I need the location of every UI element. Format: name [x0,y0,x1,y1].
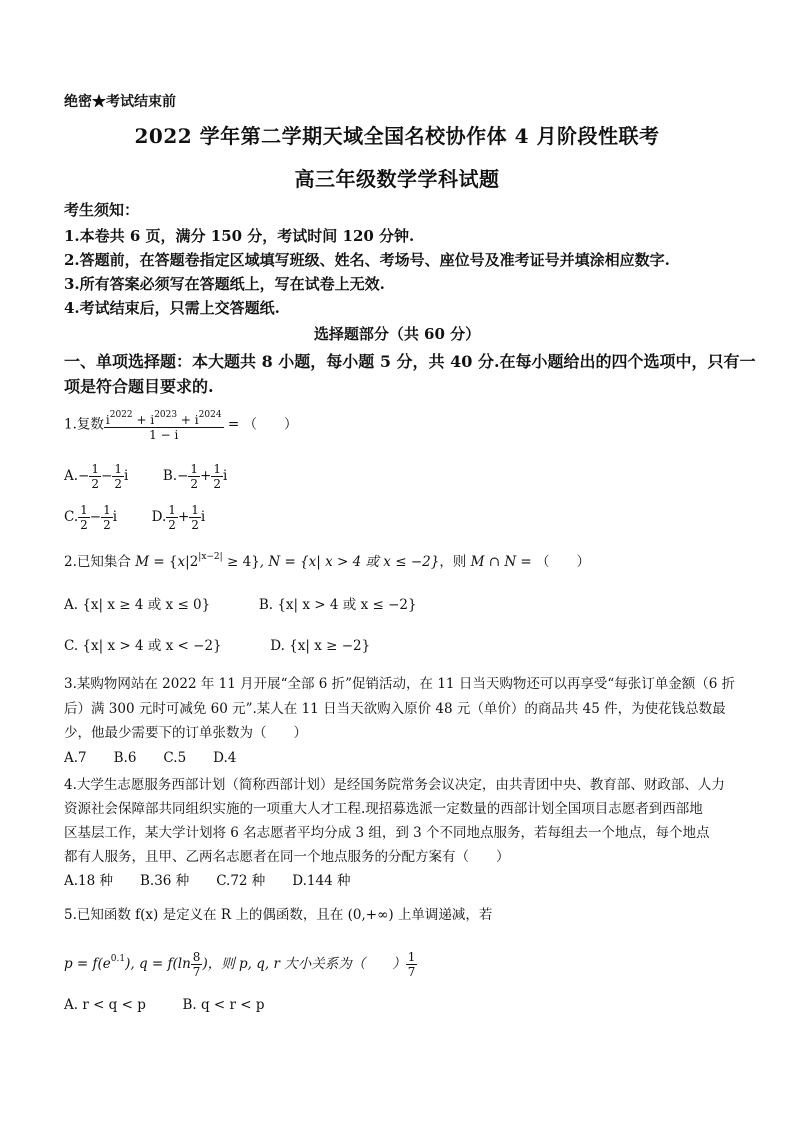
question-3-options: A.7 B.6 C.5 D.4 [64,750,237,766]
question-3-line-3: 少，他最少需要下的订单张数为（ ） [64,725,307,741]
notice-item-2: 2.答题前，在答题卷指定区域填写班级、姓名、考场号、座位号及准考证号并填涂相应数字. [64,251,670,269]
question-1-stem: 1.复数 $\frac{i^{2022} + i^{2023} + i^{2024}}{1 - i}$ = （ ） [64,410,298,442]
question-4-line-3: 区基层工作，某大学计划将 6 名志愿者平均分成 3 组，到 3 个不同地点服务，若每组去一个地点，每个地点 [64,825,710,841]
section-instruction-line-2: 项是符合题目要求的. [64,377,214,396]
question-1-fraction: $\frac{i^{2022} + i^{2023} + i^{2024}}{1 - i}$ [105,410,222,442]
question-1-option-d: D. $\frac{1}{2}$ + $\frac{1}{2}$ i [151,503,206,532]
notice-item-4: 4.考试结束后，只需上交答题纸. [64,299,280,317]
question-2-option-a: A. {x| x ≥ 4 或 x ≤ 0} [64,597,211,613]
notice-item-3: 3.所有答案必须写在答题纸上，写在试卷上无效. [64,275,385,293]
confidential-label: 绝密★考试结束前 [64,94,176,110]
section-title: 选择题部分（共 60 分） [313,325,481,343]
exam-subtitle: 高三年级数学学科试题 [294,167,500,191]
question-1-option-b: B.− $\frac{1}{2}$ + $\frac{1}{2}$ i [162,462,228,491]
question-1-options-ab [64,462,227,491]
question-2-option-c: C. {x| x > 4 或 x < −2} [64,638,222,654]
question-4-line-1: 4.大学生志愿服务西部计划（简称西部计划）是经国务院常务会议决定，由共青团中央、教育部、财政部、人力 [64,777,725,793]
question-4-options: A.18 种 B.36 种 C.72 种 D.144 种 [64,873,351,889]
question-5-options [64,997,264,1013]
notice-item-1: 1.本卷共 6 页，满分 150 分，考试时间 120 分钟. [64,227,415,245]
exam-title: 2022 学年第二学期天域全国名校协作体 4 月阶段性联考 [134,124,660,148]
question-5-option-b: B. q < r < p [182,997,265,1013]
question-3-line-1: 3.某购物网站在 2022 年 11 月开展“全部 6 折”促销活动，在 11 日当天购物还可以再享受“每张订单金额（6 折 [64,676,736,692]
question-2-option-b: B. {x| x > 4 或 x ≤ −2} [258,597,417,613]
question-2-options-cd [64,634,370,654]
question-2-options-ab [64,593,417,613]
question-1-options-cd [64,503,205,532]
question-3-line-2: 后）满 300 元时可减免 60 元”.某人在 11 日当天欲购入原价 48 元（单价）的商品共 45 件，为使花钱总数最 [64,701,726,717]
question-1-option-c: C. $\frac{1}{2}$ − $\frac{1}{2}$ i [64,503,118,532]
question-2-option-d: D. {x| x ≥ −2} [270,638,371,654]
question-5-line-1: 5.已知函数 f(x) 是定义在 R 上的偶函数，且在 (0,+∞) 上单调递减，若 [64,907,493,923]
question-4-line-4: 都有人服务，且甲、乙两名志愿者在同一个地点服务的分配方案有（ ） [64,849,510,865]
notice-heading: 考生须知： [64,201,140,219]
question-5-option-a: A. r < q < p [64,997,146,1013]
question-2-stem: 2.已知集合 $M = \{x|2^{|x-2|} \ge 4\}$, N = {x| x > 4 或 x ≤ −2}，则 M ∩ N = （ ） [64,552,591,570]
question-5-line-2: $p = f(e^{0.1})$, q = f(ln $\frac{8}{7}$ )，则 p, q, r 大小关系为（ ） $\frac{1}{7}$ [64,950,416,979]
section-instruction-line-1: 一、单项选择题：本大题共 8 小题，每小题 5 分，共 40 分.在每小题给出的四个选项中，只有一 [64,352,756,371]
question-1-option-a: A.− $\frac{1}{2}$ − $\frac{1}{2}$ i [64,462,129,491]
question-4-line-2: 资源社会保障部共同组织实施的一项重大人才工程.现招募选派一定数量的西部计划全国项目志愿者到西部地 [64,801,703,817]
